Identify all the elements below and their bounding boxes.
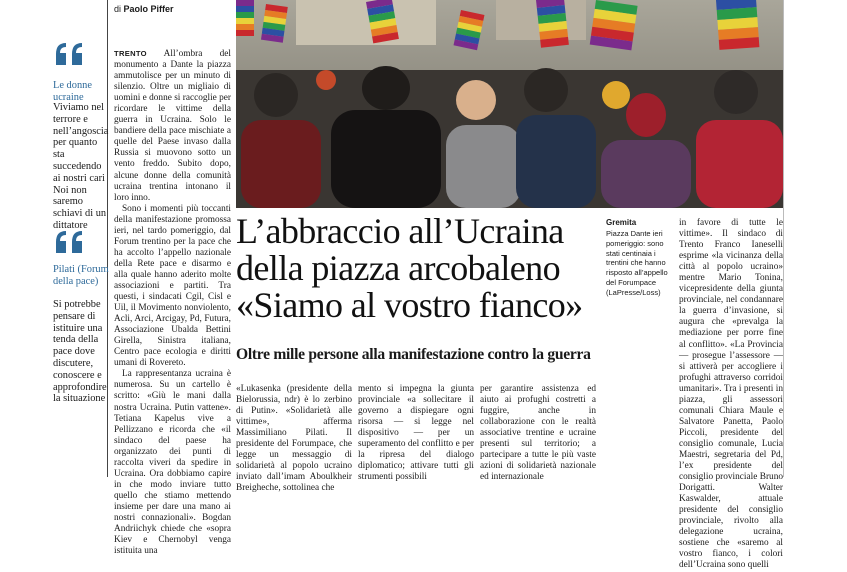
paragraph: La rappresentanza ucraina è numerosa. Su un cartello è scritto: «Giù le mani dalla nostra Ucraina. Putin vattene». Tetiana Kapelus vive a Pellizzano e ricorda che «il sindaco del paese ha organizzato dei punti di raccolta viveri da spedire in Ucraina. Ora dobbiamo capire in che modo inviare tutto quello che stiamo mettendo insieme per dare una mano ai nostri connazionali». Bogdan Andriichyk chiede che «sopra Kiev e Chernobyl venga istituita una (114, 369, 231, 557)
paragraph: per garantire assistenza ed aiuto ai profughi costretti a fuggire, anche in collaborazione con le realtà associative trentine e ucraine presenti sul territorio; a partecipare a tutte le più vaste azioni di solidarietà nazionale ed internazionale (480, 384, 596, 483)
article-column-2 (236, 384, 352, 494)
article-column-5 (679, 218, 783, 572)
headline (236, 213, 602, 324)
sidebar-quote-lead: Le donne ucraine (53, 80, 92, 103)
paragraph: mento si impegna la giunta provinciale «a sollecitare il governo a dispiegare ogni risorsa — si legge nel dispositivo — per un superamento del conflitto e per la ripresa del dialogo diplomatico; attivare tutti gli strumenti possibili (358, 384, 474, 483)
caption-title: Gremita (606, 218, 637, 227)
byline (114, 4, 174, 14)
byline-author: Paolo Piffer (123, 4, 174, 14)
headline-line: L’abbraccio all’Ucraina (236, 211, 564, 251)
sidebar-quote-body: Si potrebbe pensare di istituire una tenda della pace dove discutere, conoscere e approfondire la situazione (53, 299, 107, 405)
quote-icon (54, 229, 86, 255)
crowd-photo (236, 0, 783, 208)
paragraph: All’ombra del monumento a Dante la piazza ammutolisce per un minuto di silenzio. Oltre un migliaio di uomini e donne si raccoglie per ricordare le vittime della guerra in Ucraina. Solo le bandiere della pace mischiate a quelle del Paese invaso dalla Russia si muovono sotto un vento freddo. Subito dopo, alcune donne della comunità ucraina trentina intonano il loro inno. (114, 49, 231, 203)
photo-caption: Piazza Dante ieri pomeriggio: sono stati centinaia i trentini che hanno risposto all’appello del Forumpace (LaPresse/Loss) (606, 229, 668, 297)
headline-line: «Siamo al vostro fianco» (236, 285, 583, 325)
paragraph: «Lukasenka (presidente della Bielorussia, ndr) è lo zerbino di Putin». «Solidarietà alle vittime», afferma Massimiliano Pilati. Il presidente del Forumpace, che legge un messaggio di solidarietà al popolo ucraino inviato dall’imam Aboulkheir Breigheche, sottolinea che (236, 384, 352, 494)
subheadline: Oltre mille persone alla manifestazione contro la guerra (236, 346, 591, 363)
sidebar-rule (107, 0, 108, 477)
article-column-3 (358, 384, 474, 483)
headline-line: della piazza arcobaleno (236, 248, 560, 288)
article-column-1 (114, 48, 231, 557)
paragraph: in favore di tutte le vittime». Il sindaco di Trento Franco Ianeselli esprime «la vicinanza della città al popolo ucraino» mentre Mario Tonina, vicepresidente della giunta provinciale, nel condannare la guerra d’invasione, si augura che «prevalga la mediazione per porre fine al conflitto». «La Provincia — prosegue l’assessore — si attiverà per accogliere i profughi attraverso corridoi umanitari». Tra i presenti in piazza, gli assessori comunali Chiara Maule e Salvatore Panetta, Paolo Piccoli, presidente del consiglio comunale, Lucia Maestri, segretaria del Pd, l’ex presidente del consiglio provinciale Bruno Dorigatti. Walter Kaswalder, attuale presidente del consiglio provinciale, rivolto alla delegazione ucraina, sostiene che «saremo al vostro fianco, i colori dell’Ucraina sono quelli (679, 218, 783, 571)
dateline: TRENTO (114, 49, 147, 58)
article-column-4 (480, 384, 596, 483)
sidebar-quote-lead: Pilati (Forum della pace) (53, 264, 109, 287)
paragraph: Sono i momenti più toccanti della manifestazione promossa ieri, nel tardo pomeriggio, dal Forum trentino per la pace che ha accolto l’appello nazionale della Rete pace e disarmo e alla quale hanno aderito molte associazioni e partiti. Tra questi, i sindacati Cgil, Cisl e Uil, il Movimento nonviolento, Acli, Arci, Arcigay, Pd, Futura, Associazione Ubalda Bettini Girella, Sinistra italiana, Centro pace ecologia e diritti umani di Rovereto. (114, 203, 231, 369)
page-edge-rule (783, 0, 784, 477)
byline-prefix: di (114, 4, 122, 14)
quote-icon (54, 41, 86, 67)
sidebar-quote-body: Viviamo nel terrore e nell’angoscia per quanto sta succedendo ai nostri cari Noi non saremo schiavi di un dittatore (53, 102, 109, 231)
